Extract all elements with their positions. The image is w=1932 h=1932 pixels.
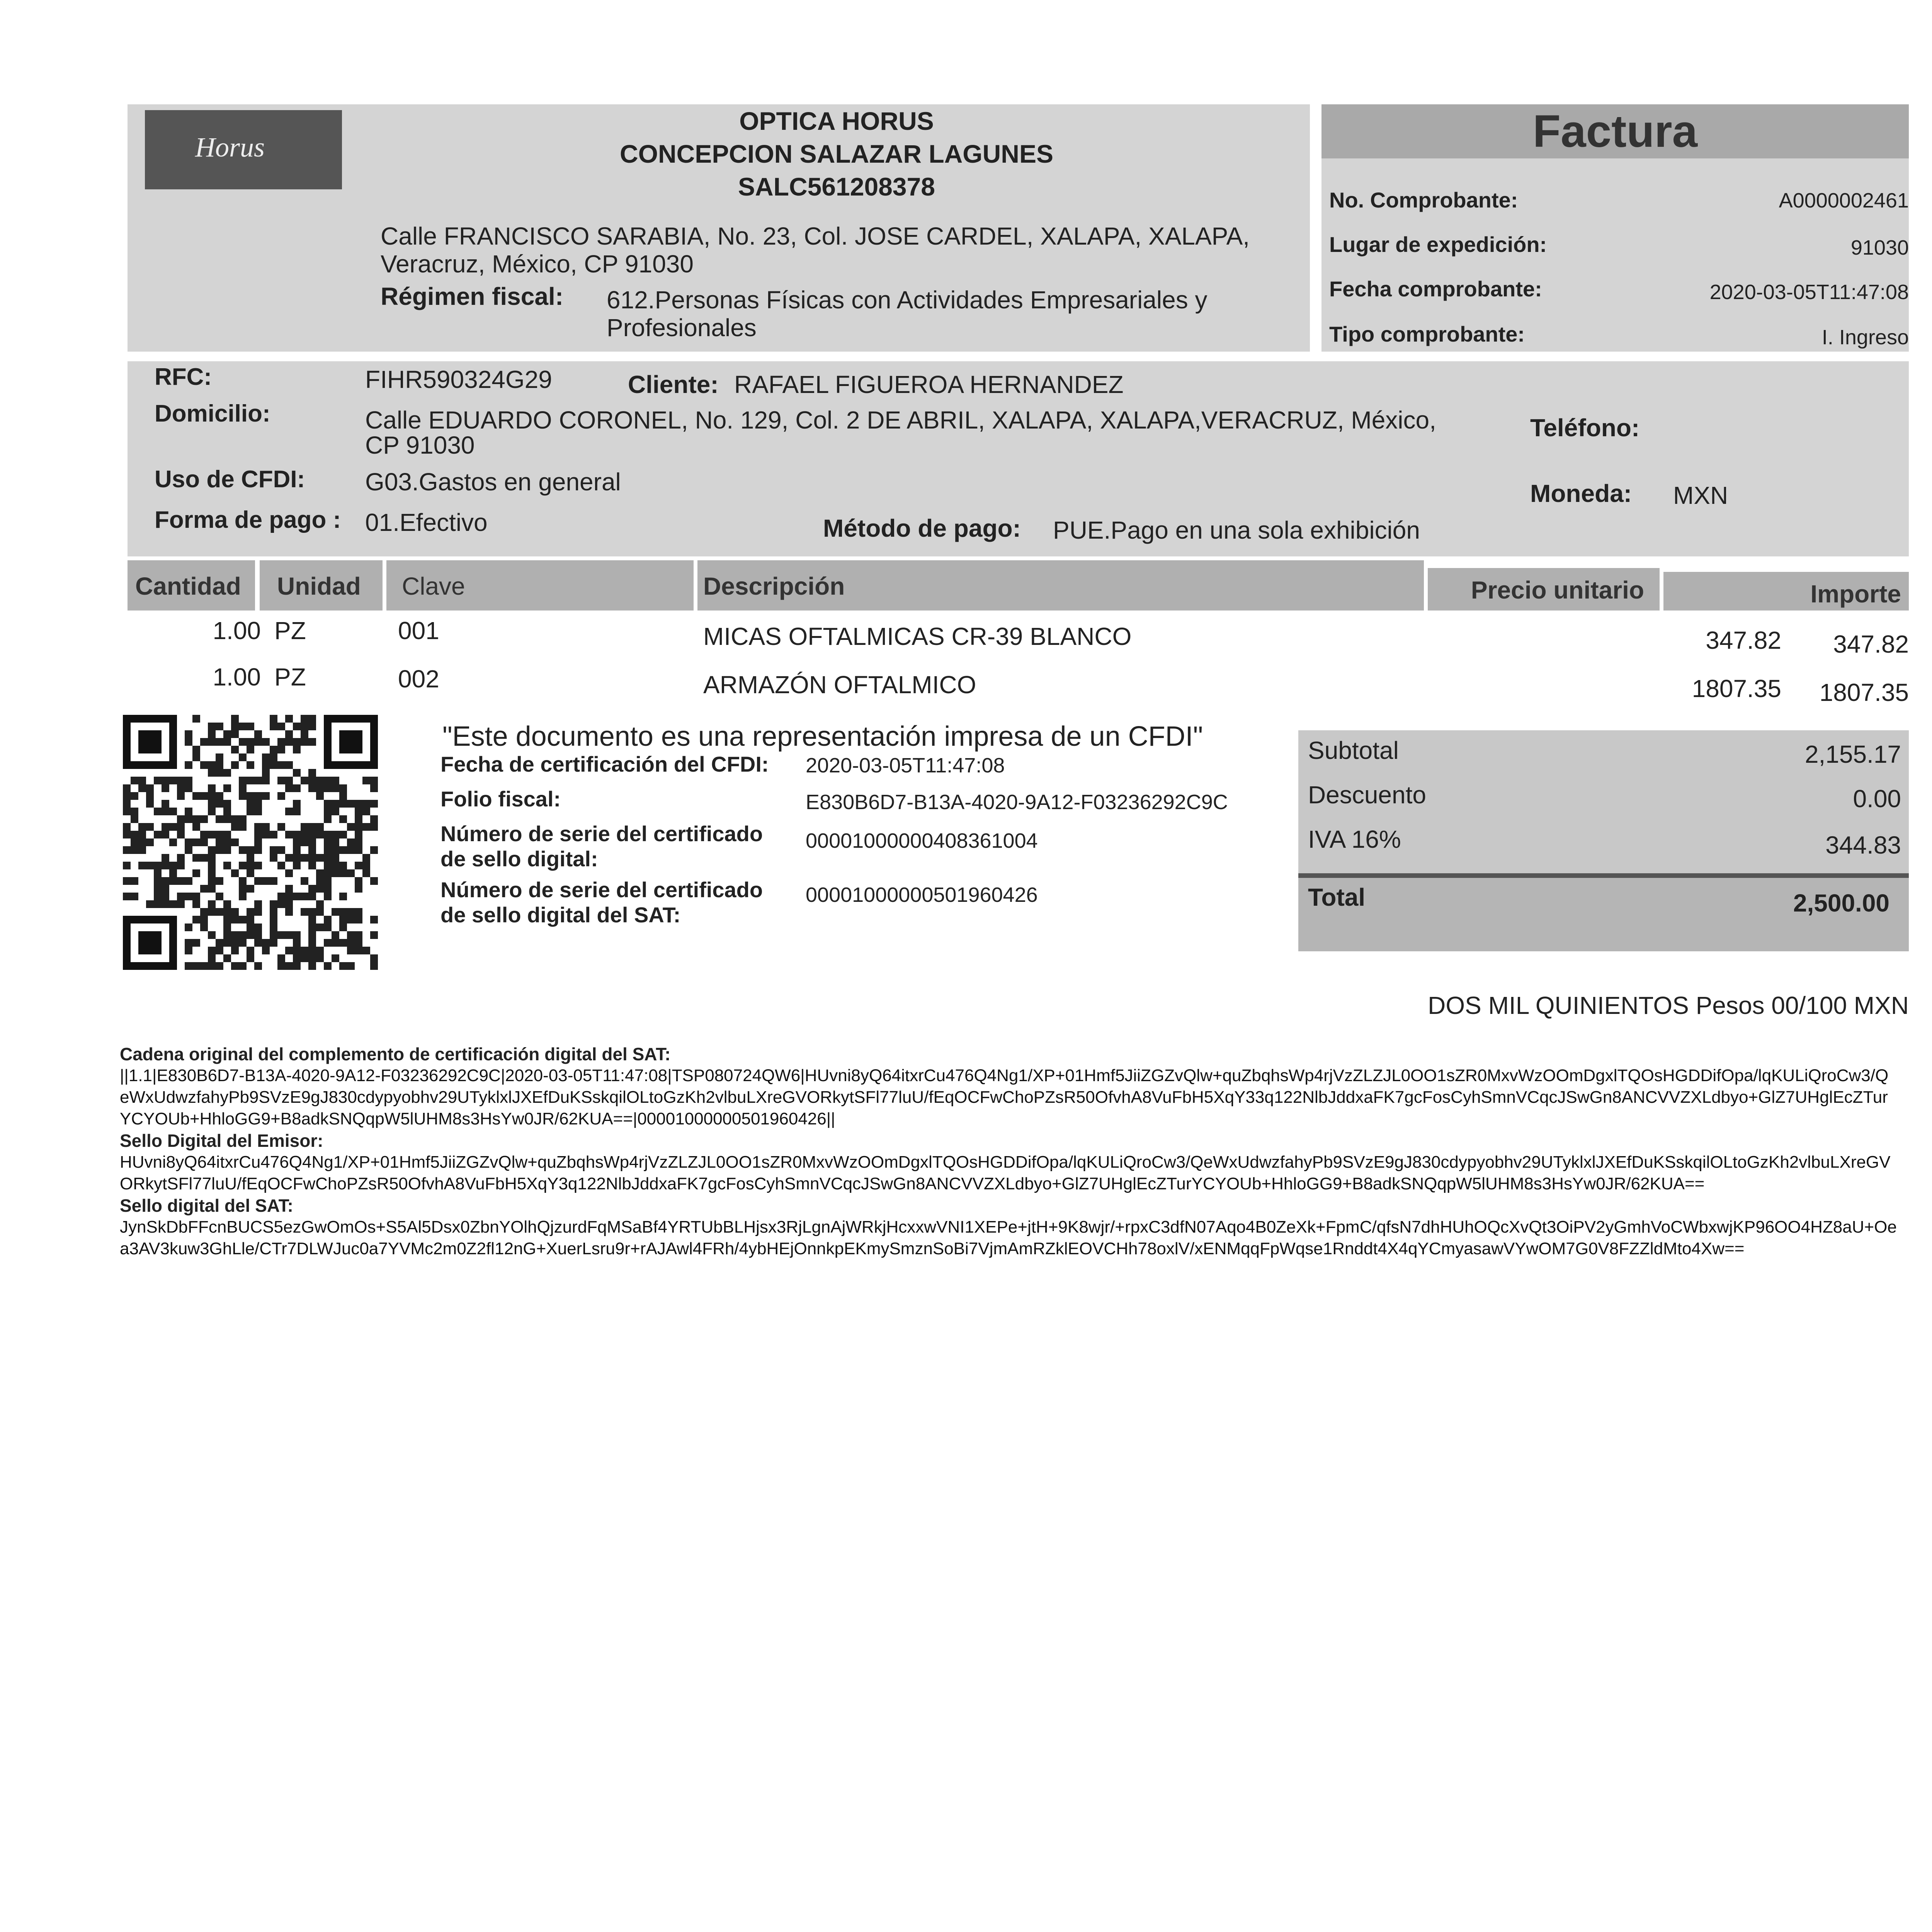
- col-header-cantidad: Cantidad: [128, 560, 255, 611]
- row-descripcion: ARMAZÓN OFTALMICO: [703, 671, 976, 699]
- row-precio: 1807.35: [1692, 675, 1781, 702]
- lugar-label: Lugar de expedición:: [1329, 232, 1547, 257]
- fecha-label: Fecha comprobante:: [1329, 277, 1542, 301]
- serie-label-2: de sello digital:: [440, 847, 598, 871]
- row-unidad: PZ: [274, 617, 306, 645]
- col-header-clave: Clave: [386, 560, 694, 611]
- qr-code: [123, 715, 378, 970]
- sat-seal-label: Sello digital del SAT:: [120, 1196, 293, 1216]
- issuer-address: Calle FRANCISCO SARABIA, No. 23, Col. JOSE CARDEL, XALAPA, XALAPA, Veracruz, México, CP 91030: [381, 222, 1250, 278]
- moneda-value: MXN: [1673, 481, 1728, 509]
- uso-cfdi-label: Uso de CFDI:: [155, 466, 305, 493]
- moneda-label: Moneda:: [1530, 480, 1632, 507]
- iva-value: 344.83: [1825, 831, 1901, 859]
- total-value: 2,500.00: [1793, 889, 1889, 917]
- row-importe: 347.82: [1833, 630, 1909, 658]
- rfc-label: RFC:: [155, 364, 212, 390]
- row-precio: 347.82: [1706, 626, 1781, 654]
- emisor-seal-label: Sello Digital del Emisor:: [120, 1131, 323, 1151]
- logo-text: Horus: [195, 132, 265, 163]
- cadena-value: ||1.1|E830B6D7-B13A-4020-9A12-F03236292C9C|2020-03-05T11:47:08|TSP080724QW6|HUvni8yQ64itxrCu476Q4Ng1/XP+01Hmf5JiiZGZvQlw+quZbqhsWp4rjVzZLZJL0OO1sZR0MxvWzOOmDgxlTQOsHGDDifOpa/lqKULiQroCw3/QeWxUdwzfahyPb9SVzE9gJ830cdypyobhv29UTyklxlJXEfDuKSskqilOLtoGzKh2vlbuLXreGVORkytSFl77luU/fEqOCFwChoPZsR50OfvhA8VuFbH5XqY33q122NlbJddxaFK7gcFosCyhSmnVCqcJSwGn8ANCVVZXLdbyo+GlZ7UHglEcZTurYCYOUb+HhloGG9+B8adkSNQqpW5lUHM8s3HsYw0JR/62KUA==|00001000000501960426||: [120, 1066, 1889, 1128]
- forma-pago-label: Forma de pago :: [155, 507, 341, 533]
- sat-seal-value: JynSkDbFFcnBUCS5ezGwOmOs+S5Al5Dsx0ZbnYOlhQjzurdFqMSaBf4YRTUbBLHjsx3RjLgnAjWRkjHcxxwVNI1XEPe+jtH+9K8wjr/+rpxC3dfN07Aqo4B0ZeXk+FpmC/qfsN7dhHUhOQcXvQt3OiPV2yGmhVoCWbxwjKP96OO4HZ8aU+Oea3AV3kuw3GhLle/CTr7DLWJuc0a7YVMc2m0Z2fl12nG+XuerLsru9r+rAJAwl4FRh/4ybHEjOnnkpEKmySmznSoBi7VjmAmRZklEOVCHh78oxlV/xENMqqFpWqse1Rnddt4X4qYCmyasawVYwOM7G0V8FZZldMto4Xw==: [120, 1218, 1897, 1258]
- row-descripcion: MICAS OFTALMICAS CR-39 BLANCO: [703, 622, 1132, 650]
- fecha-value: 2020-03-05T11:47:08: [1709, 281, 1909, 304]
- cliente-label: Cliente:: [628, 371, 719, 398]
- uso-cfdi-value: G03.Gastos en general: [365, 468, 621, 496]
- serie-sat-label-2: de sello digital del SAT:: [440, 903, 681, 927]
- descuento-value: 0.00: [1853, 785, 1901, 813]
- issuer-name: OPTICA HORUS: [739, 107, 934, 135]
- cliente-value: RAFAEL FIGUEROA HERNANDEZ: [734, 371, 1124, 398]
- tipo-value: I. Ingreso: [1821, 326, 1909, 349]
- row-unidad: PZ: [274, 663, 306, 691]
- row-importe: 1807.35: [1819, 679, 1909, 706]
- tipo-label: Tipo comprobante:: [1329, 322, 1525, 346]
- col-header-unidad: Unidad: [260, 560, 383, 611]
- emisor-seal-value: HUvni8yQ64itxrCu476Q4Ng1/XP+01Hmf5JiiZGZvQlw+quZbqhsWp4rjVzZLZJL0OO1sZR0MxvWzOOmDgxlTQOsHGDDifOpa/lqKULiQroCw3/QeWxUdwzfahyPb9SVzE9gJ830cdypyobhv29UTyklxlJXEfDuKSskqilOLtoGzKh2vlbuLXreGVORkytSFl77luU/fEqOCFwChoPZsR50OfvhA8VuFbH5XqY3q122NlbJddxaFK7gcFosCyhSmnVCqcJSwGn8ANCVVZXLdbyo+GlZ7UHglEcZTurYCYOUb+HhloGG9+B8adkSNQqpW5lUHM8s3HsYw0JR/62KUA==: [120, 1153, 1891, 1193]
- cadena-label: Cadena original del complemento de certificación digital del SAT:: [120, 1044, 671, 1064]
- row-cantidad: 1.00: [213, 617, 261, 645]
- domicilio-line2: CP 91030: [365, 431, 475, 459]
- subtotal-value: 2,155.17: [1804, 740, 1901, 768]
- row-clave: 001: [398, 617, 439, 645]
- total-label: Total: [1308, 883, 1366, 911]
- regimen-value: 612.Personas Físicas con Actividades Empresariales y Profesionales: [607, 286, 1208, 342]
- col-header-importe: Importe: [1663, 572, 1909, 611]
- cfdi-note: "Este documento es una representación impresa de un CFDI": [442, 721, 1203, 752]
- comprobante-label: No. Comprobante:: [1329, 188, 1518, 212]
- serie-label-1: Número de serie del certificado: [440, 821, 763, 846]
- metodo-pago-label: Método de pago:: [823, 514, 1021, 542]
- row-cantidad: 1.00: [213, 663, 261, 691]
- document-title: Factura: [1532, 106, 1698, 157]
- folio-label: Folio fiscal:: [440, 787, 561, 811]
- seals-section: [120, 1043, 1897, 1260]
- serie-value: 00001000000408361004: [806, 829, 1038, 852]
- subtotal-label: Subtotal: [1308, 736, 1399, 764]
- rfc-value: FIHR590324G29: [365, 366, 552, 393]
- table-row: [128, 616, 1909, 659]
- metodo-pago-value: PUE.Pago en una sola exhibición: [1053, 516, 1420, 544]
- domicilio-line1: Calle EDUARDO CORONEL, No. 129, Col. 2 DE ABRIL, XALAPA, XALAPA,VERACRUZ, México,: [365, 406, 1436, 434]
- folio-value: E830B6D7-B13A-4020-9A12-F03236292C9C: [806, 791, 1228, 814]
- company-logo: [145, 110, 342, 189]
- descuento-label: Descuento: [1308, 781, 1426, 809]
- serie-sat-value: 00001000000501960426: [806, 883, 1038, 906]
- telefono-label: Teléfono:: [1530, 414, 1640, 442]
- table-row: [128, 663, 1909, 705]
- issuer-rfc: SALC561208378: [738, 172, 935, 201]
- forma-pago-value: 01.Efectivo: [365, 509, 488, 536]
- domicilio-label: Domicilio:: [155, 400, 270, 427]
- regimen-label: Régimen fiscal:: [381, 282, 564, 310]
- serie-sat-label-1: Número de serie del certificado: [440, 878, 763, 902]
- lugar-value: 91030: [1850, 236, 1909, 259]
- row-clave: 002: [398, 665, 439, 693]
- iva-label: IVA 16%: [1308, 825, 1401, 853]
- comprobante-value: A0000002461: [1779, 189, 1909, 212]
- issuer-owner: CONCEPCION SALAZAR LAGUNES: [619, 139, 1054, 168]
- amount-in-words: DOS MIL QUINIENTOS Pesos 00/100 MXN: [1428, 992, 1909, 1019]
- col-header-descripcion: Descripción: [697, 560, 1424, 611]
- col-header-precio: Precio unitario: [1428, 568, 1660, 611]
- fecha-cert-value: 2020-03-05T11:47:08: [806, 754, 1005, 777]
- fecha-cert-label: Fecha de certificación del CFDI:: [440, 752, 769, 776]
